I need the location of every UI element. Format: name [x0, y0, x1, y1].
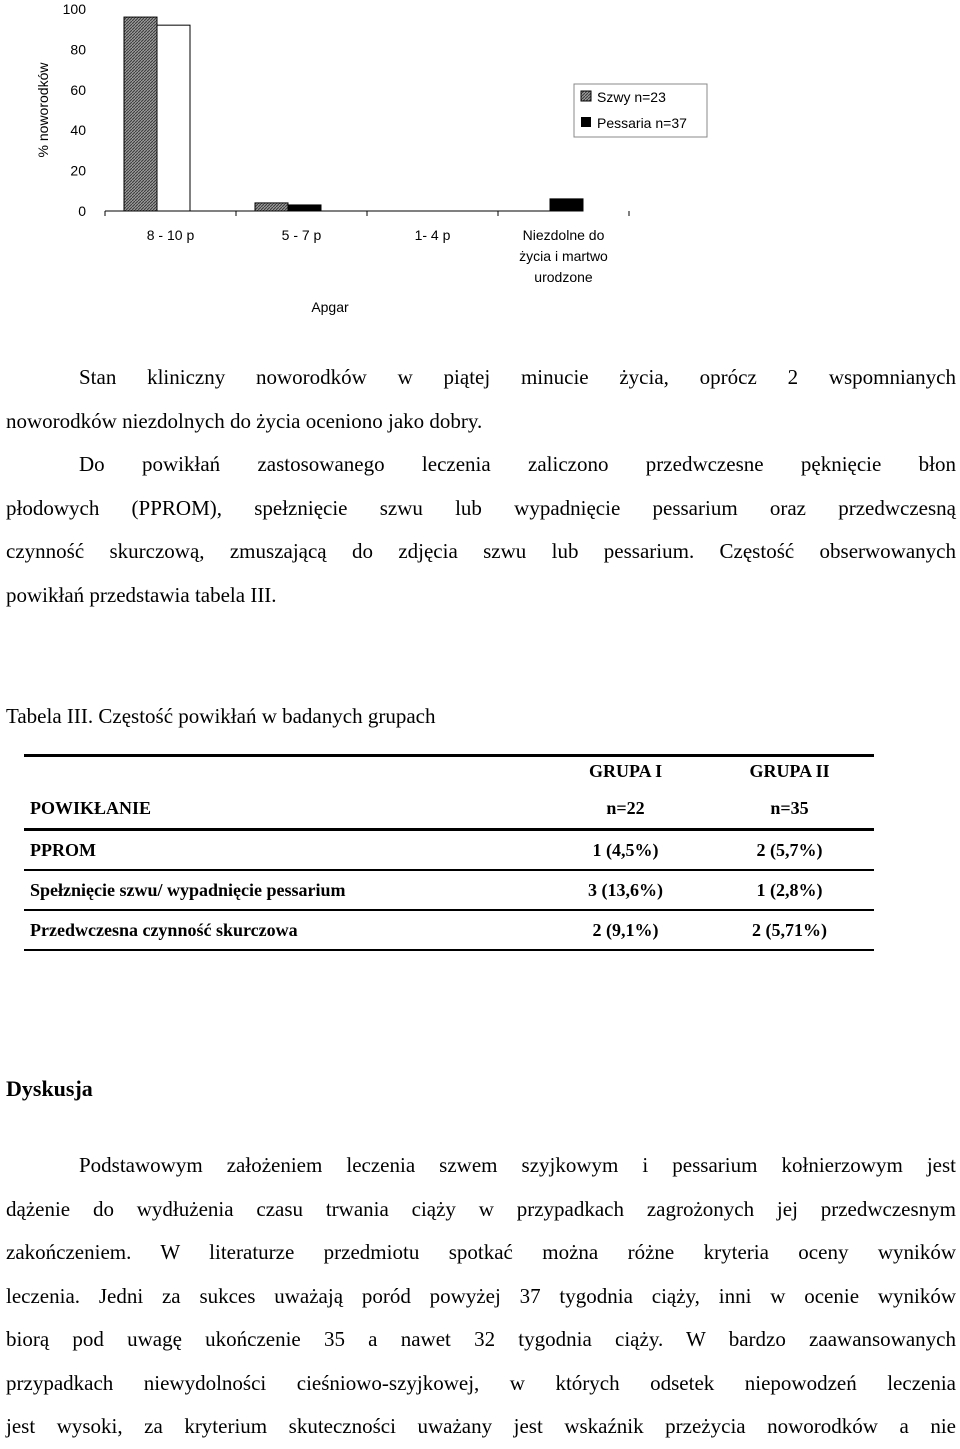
group1-value: 2 (9,1%) [546, 910, 705, 950]
paragraph-line: dążenie do wydłużenia czasu trwania ciąży w przypadkach zagrożonych jej przedwczesnym [6, 1196, 956, 1221]
y-tick-label: 60 [70, 81, 86, 98]
x-axis-label: Apgar [311, 299, 349, 315]
x-tick-marks [105, 211, 629, 216]
y-tick-label: 100 [62, 1, 86, 17]
legend-label-pessaria: Pessaria n=37 [597, 115, 687, 131]
paragraph-complications [6, 443, 956, 617]
legend-swatch-szwy [581, 91, 591, 101]
complications-table [24, 754, 874, 951]
bar-szwy [255, 203, 288, 211]
paragraph-line: Stan kliniczny noworodków w piątej minucie życia, oprócz 2 wspomnianych [79, 365, 956, 389]
discussion-heading: Dyskusja [6, 1076, 93, 1101]
group2-value: 2 (5,7%) [705, 830, 874, 871]
group2-value: 2 (5,71%) [705, 910, 874, 950]
complication-name: Przedwczesna czynność skurczowa [24, 910, 546, 950]
y-tick-labels [63, 1, 87, 219]
y-tick-label: 20 [70, 162, 86, 179]
complication-name: Spełznięcie szwu/ wypadnięcie pessarium [24, 870, 546, 910]
paragraph-line: płodowych (PPROM), spełznięcie szwu lub wypadnięcie pessarium oraz przedwczesną [6, 495, 956, 520]
y-tick-label: 0 [78, 203, 86, 219]
group1-value: 1 (4,5%) [546, 830, 705, 871]
paragraph-line: jest wysoki, za kryterium skuteczności uważany jest wskaźnik przeżycia noworodków a nie [6, 1414, 956, 1438]
group2-value: 1 (2,8%) [705, 870, 874, 910]
paragraph-line: przypadkach niewydolności cieśniowo-szyjkowej, w których odsetek niepowodzeń leczenia [6, 1370, 956, 1395]
group2-header: GRUPA II [749, 760, 830, 781]
apgar-bar-chart [0, 0, 960, 330]
x-category-labels [147, 227, 608, 285]
paragraph-line: czynność skurczową, zmuszającą do zdjęcia szwu lub pessarium. Częstość obserwowanych [6, 539, 956, 563]
paragraph-line: powikłań przedstawia tabela III. [6, 582, 277, 607]
table-row [24, 870, 874, 910]
complication-name: PPROM [24, 830, 546, 871]
paragraph-line: noworodków niezdolnych do życia oceniono jako dobry. [6, 408, 483, 433]
table-header-row [24, 754, 874, 788]
y-tick-label: 80 [70, 41, 86, 58]
bar-pessaria [550, 199, 583, 211]
table-caption: Tabela III. Częstość powikłań w badanych grupach [6, 704, 436, 728]
x-category-label: 8 - 10 p [146, 227, 195, 243]
table-header-row [24, 788, 874, 830]
paragraph-line: biorą pod uwagę ukończenie 35 a nawet 32 tygodnia ciąży. W bardzo zaawansowanych [6, 1327, 956, 1351]
x-category-label: 5 - 7 p [281, 227, 322, 243]
table-header-spacer [24, 754, 546, 788]
paragraph-clinical-state [6, 356, 956, 443]
group1-count: n=22 [546, 788, 705, 830]
y-axis-label: % noworodków [35, 62, 51, 158]
paragraph-line: Do powikłań zastosowanego leczenia zaliczono przedwczesne pęknięcie błon [79, 452, 956, 476]
paragraph-line: zakończeniem. W literaturze przedmiotu spotkać można różne kryteria oceny wyników [6, 1240, 956, 1264]
x-category-label: życia i martwo [519, 248, 608, 264]
bar-pessaria [157, 25, 190, 211]
group1-value: 3 (13,6%) [546, 870, 705, 910]
x-category-label: urodzone [534, 269, 593, 285]
group2-count: n=35 [705, 788, 874, 830]
y-tick-label: 40 [70, 122, 86, 139]
paragraph-line: leczenia. Jedni za sukces uważają poród powyżej 37 tygodnia ciąży, inni w ocenie wyników [6, 1283, 956, 1308]
table-row [24, 910, 874, 950]
group1-header: GRUPA I [588, 760, 663, 781]
complication-column-header: POWIKŁANIE [24, 788, 546, 830]
bar-pessaria [288, 205, 321, 211]
chart-legend [574, 84, 707, 137]
legend-label-szwy: Szwy n=23 [597, 89, 666, 105]
bar-szwy [124, 17, 157, 211]
bar-group [124, 17, 583, 211]
x-category-label: Niezdolne do [522, 227, 605, 243]
paragraph-line: Podstawowym założeniem leczenia szwem szyjkowym i pessarium kołnierzowym jest [79, 1153, 956, 1177]
x-category-label: 1- 4 p [414, 227, 451, 243]
paragraph-discussion [6, 1144, 956, 1449]
table-row [24, 830, 874, 871]
legend-swatch-pessaria [581, 117, 591, 127]
